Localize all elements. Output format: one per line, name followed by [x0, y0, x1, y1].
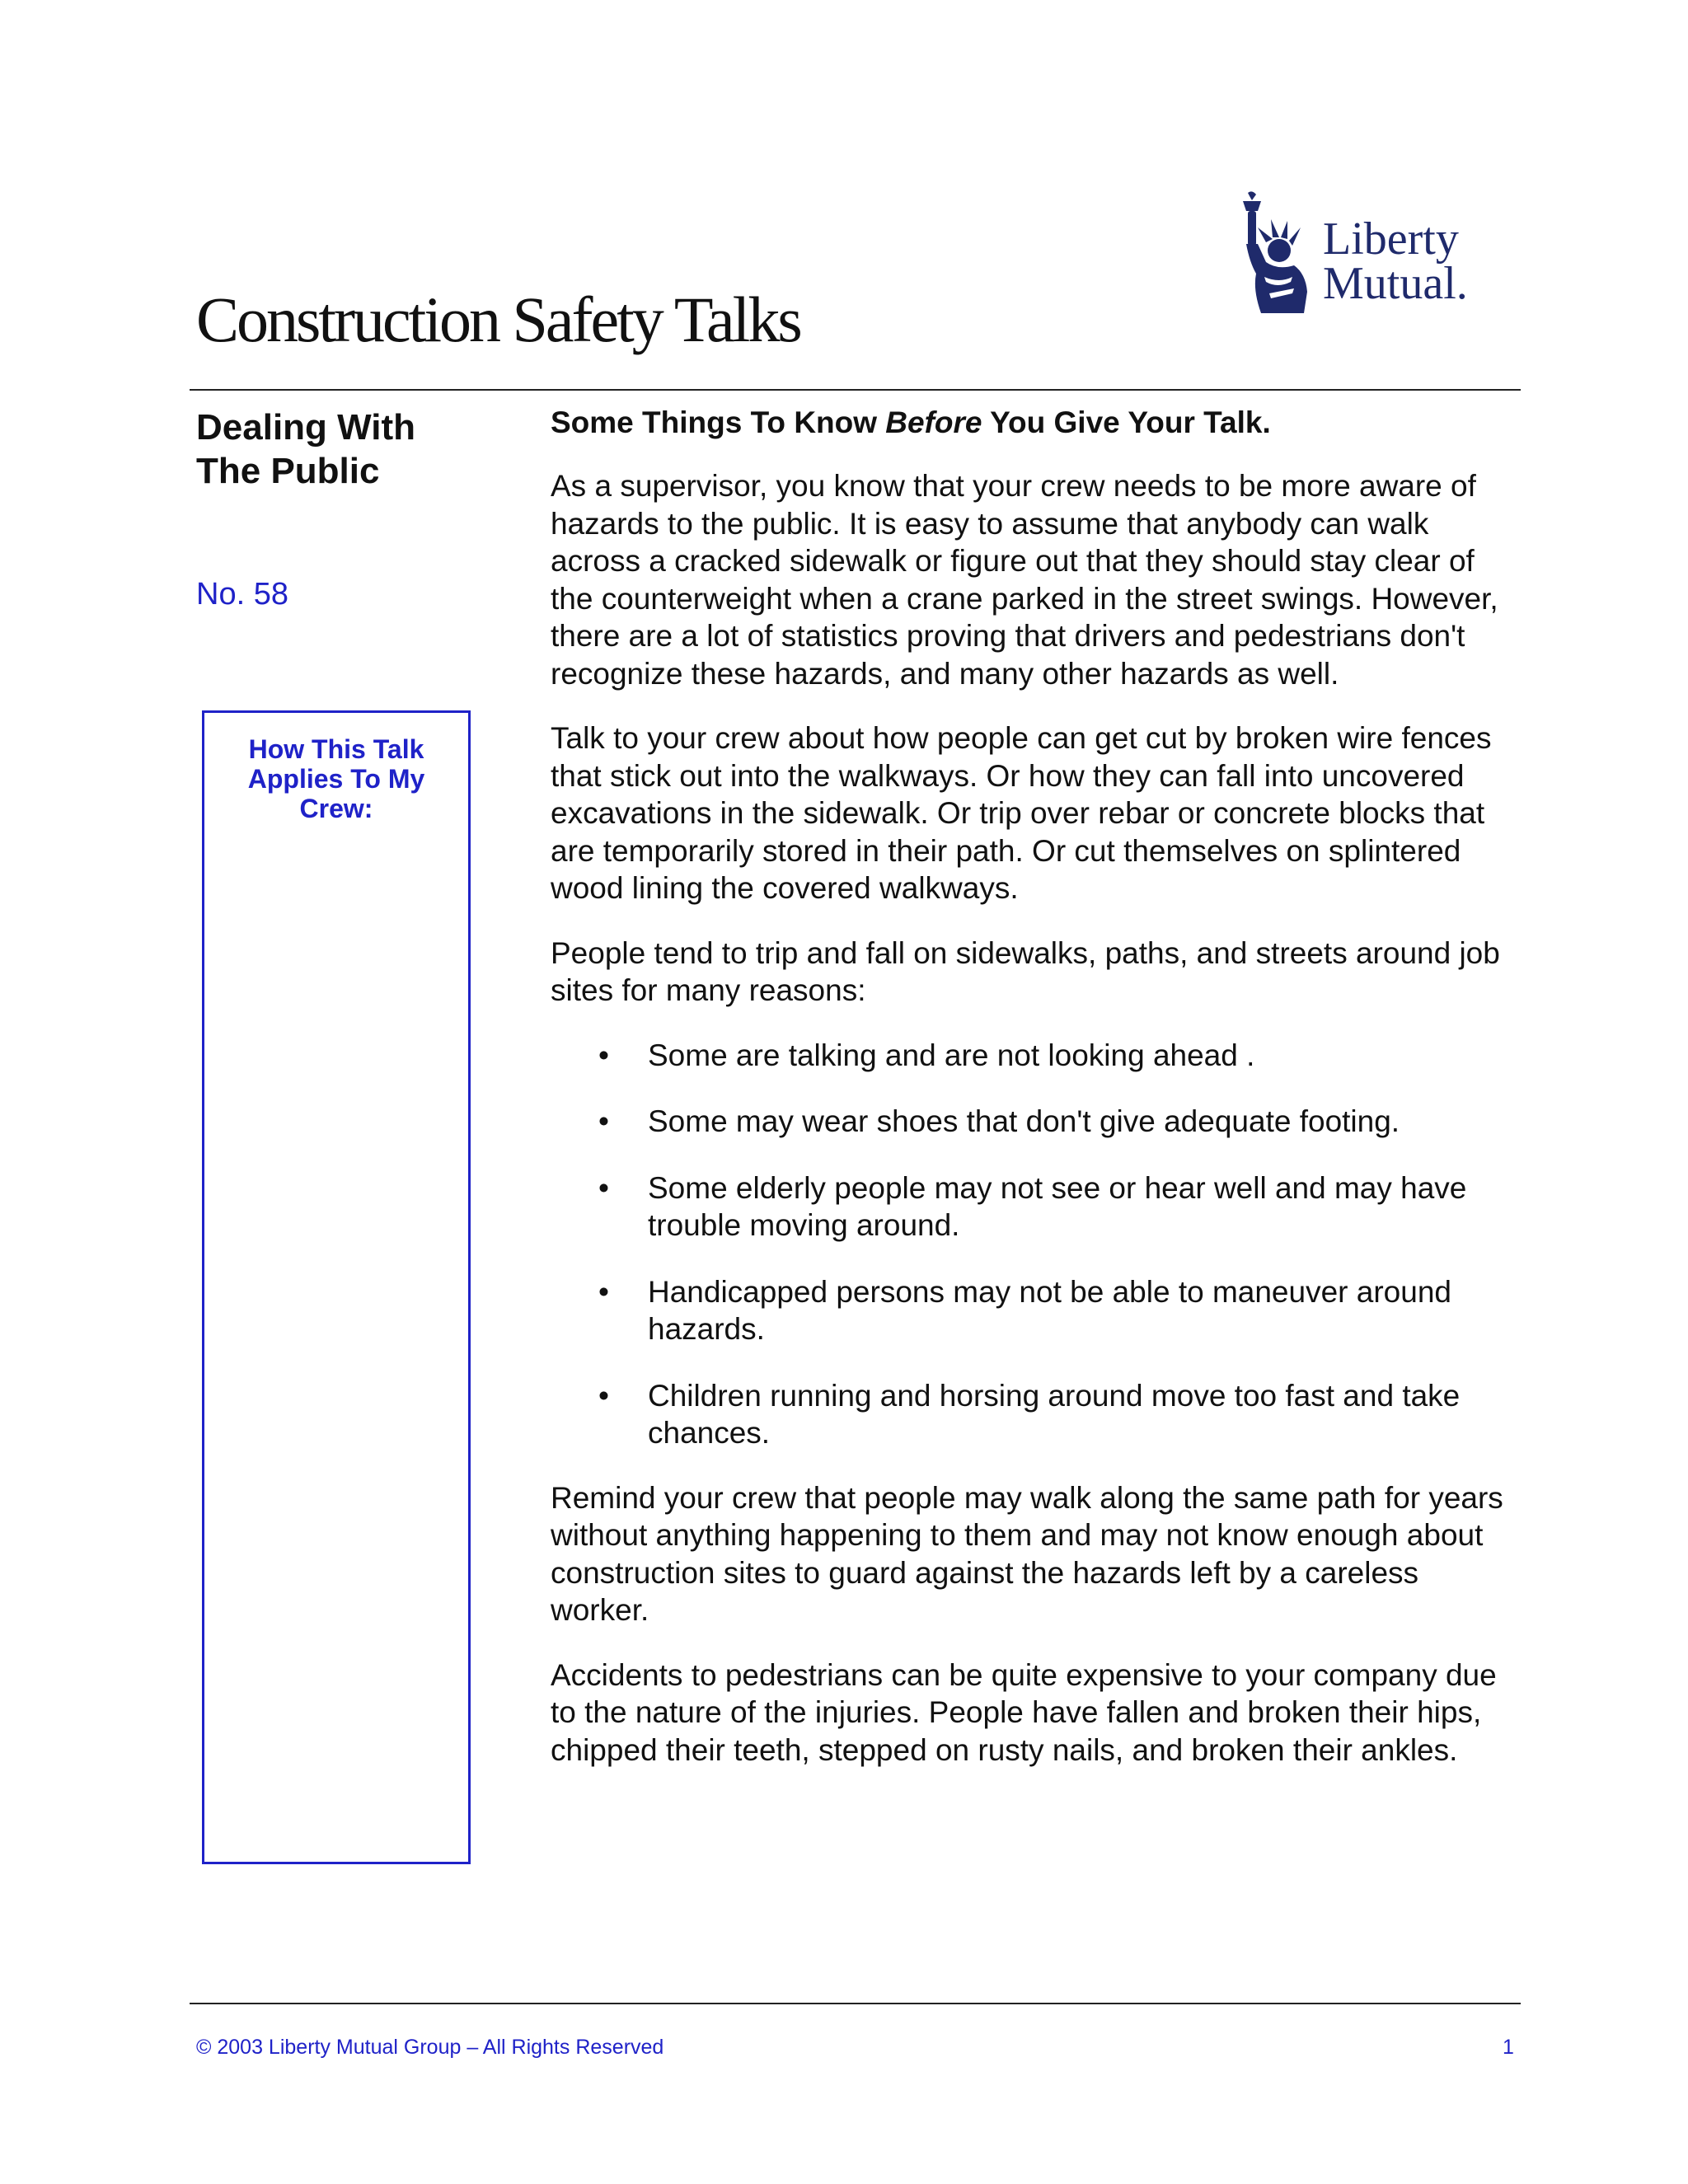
bullet-icon: •	[598, 1170, 609, 1205]
list-item	[551, 1103, 1523, 1141]
paragraph: People tend to trip and fall on sidewalks, paths, and streets around job sites for many reasons:	[551, 935, 1500, 1007]
list-item-text: Some may wear shoes that don't give adequate footing.	[648, 1104, 1400, 1138]
svg-text:Liberty: Liberty	[1323, 213, 1459, 265]
reasons-list	[551, 1037, 1523, 1452]
footer-divider	[190, 2003, 1521, 2004]
heading-text-pre: Some Things To Know	[551, 405, 886, 439]
list-item-text: Some elderly people may not see or hear well and may have trouble moving around.	[648, 1170, 1467, 1242]
bullet-icon: •	[598, 1378, 609, 1413]
liberty-mutual-logo	[1228, 191, 1500, 315]
paragraph: As a supervisor, you know that your crew needs to be more aware of hazards to the public. It is easy to assume that anybody can walk across a cracked sidewalk or figure out that they should stay clear of the counterweight when a crane parked in the street swings. However, there are a lot of statistics proving that drivers and pedestrians don't recognize these hazards, and many other hazards as well.	[551, 469, 1498, 691]
talk-title: Dealing With The Public	[196, 407, 416, 491]
list-item	[551, 1377, 1523, 1452]
crew-notes-heading: How This Talk Applies To My Crew:	[247, 734, 425, 823]
list-item	[551, 1169, 1523, 1244]
intro-heading	[551, 404, 1523, 441]
list-item-text: Children running and horsing around move too fast and take chances.	[648, 1378, 1461, 1450]
copyright-notice: © 2003 Liberty Mutual Group – All Rights Reserved	[196, 2036, 664, 2059]
talk-number: No. 58	[196, 577, 288, 612]
page-number: 1	[1503, 2036, 1514, 2059]
paragraph: Remind your crew that people may walk along the same path for years without anything happening to them and may not know enough about construction sites to guard against the hazards left by a careless worker.	[551, 1480, 1503, 1627]
talk-body	[551, 404, 1523, 1796]
statue-of-liberty-icon	[1228, 191, 1500, 315]
list-item-text: Some are talking and are not looking ahead .	[648, 1038, 1255, 1072]
bullet-icon: •	[598, 1038, 609, 1072]
svg-text:Mutual.: Mutual.	[1323, 258, 1468, 309]
list-item	[551, 1037, 1523, 1075]
heading-text-post: You Give Your Talk.	[982, 405, 1271, 439]
crew-notes-box	[202, 710, 471, 1864]
bullet-icon: •	[598, 1104, 609, 1138]
header-divider	[190, 389, 1521, 391]
paragraph: Accidents to pedestrians can be quite expensive to your company due to the nature of the injuries. People have fallen and broken their hips, chipped their teeth, stepped on rusty nails, and broken their ankles.	[551, 1657, 1497, 1767]
heading-text-emphasis: Before	[885, 405, 982, 439]
series-title: Construction Safety Talks	[196, 284, 800, 355]
paragraph: Talk to your crew about how people can get cut by broken wire fences that stick out into the walkways. Or how they can fall into uncovered excavations in the sidewalk. Or trip over rebar or concrete blocks that are temporarily stored in their path. Or cut themselves on splintered wood lining the covered walkways.	[551, 721, 1492, 905]
list-item	[551, 1273, 1523, 1348]
list-item-text: Handicapped persons may not be able to maneuver around hazards.	[648, 1274, 1451, 1346]
bullet-icon: •	[598, 1274, 609, 1309]
